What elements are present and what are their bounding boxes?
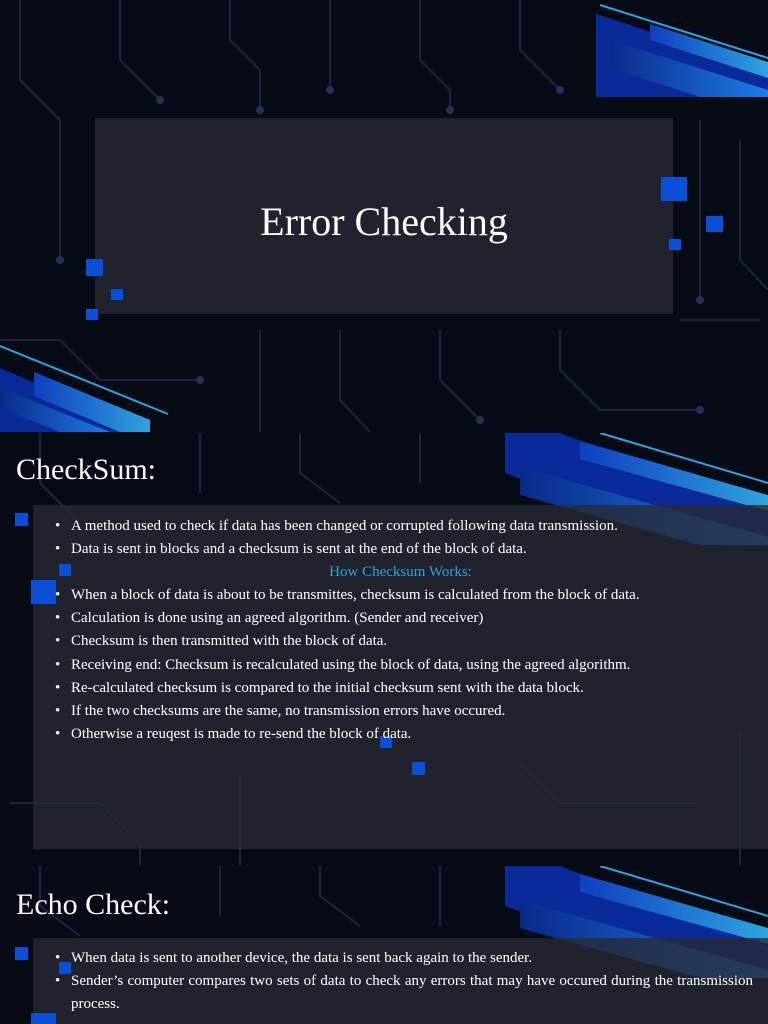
slide-checksum [0, 433, 768, 865]
decor-square [111, 289, 123, 300]
decor-square [661, 177, 687, 201]
checksum-intro-list [55, 515, 755, 561]
list-item: • Re-calculated checksum is compared to the initial checksum sent with the data block. [55, 677, 755, 700]
decor-square [86, 309, 98, 320]
decor-square [669, 239, 681, 250]
list-item: • A method used to check if data has been changed or corrupted following data transmission. [55, 515, 755, 538]
how-checksum-works-heading: How Checksum Works: [329, 564, 472, 580]
decor-square [31, 1013, 56, 1024]
slide-title [0, 0, 768, 432]
slide-heading: Echo Check: [16, 888, 171, 921]
checksum-steps-list [55, 584, 755, 746]
list-item: • When a block of data is about to be transmittes, checksum is calculated from the block of data. [55, 584, 755, 607]
list-item: • If the two checksums are the same, no transmission errors have occured. [55, 700, 755, 723]
slide-echo-check [0, 866, 768, 1024]
list-item: • Checksum is then transmitted with the block of data. [55, 630, 755, 653]
decor-square [412, 762, 425, 775]
list-item: • Receiving end: Checksum is recalculated using the block of data, using the agreed algorithm. [55, 654, 755, 677]
decor-square [15, 513, 28, 526]
list-item: • Sender’s computer compares two sets of data to check any errors that may have occured during the transmission process. [55, 970, 753, 1016]
slide-title-text: Error Checking [260, 199, 508, 244]
list-item: • Otherwise a reuqest is made to re-send the block of data. [55, 723, 755, 746]
decor-square [706, 216, 723, 232]
list-item: • When data is sent to another device, the data is sent back again to the sender. [55, 947, 753, 970]
decor-square [15, 947, 28, 960]
list-item: • Data is sent in blocks and a checksum is sent at the end of the block of data. [55, 538, 755, 561]
decor-square [86, 259, 103, 276]
echo-check-list [55, 947, 753, 1017]
slide-heading: CheckSum: [16, 453, 156, 486]
list-item: • Calculation is done using an agreed algorithm. (Sender and receiver) [55, 607, 755, 630]
